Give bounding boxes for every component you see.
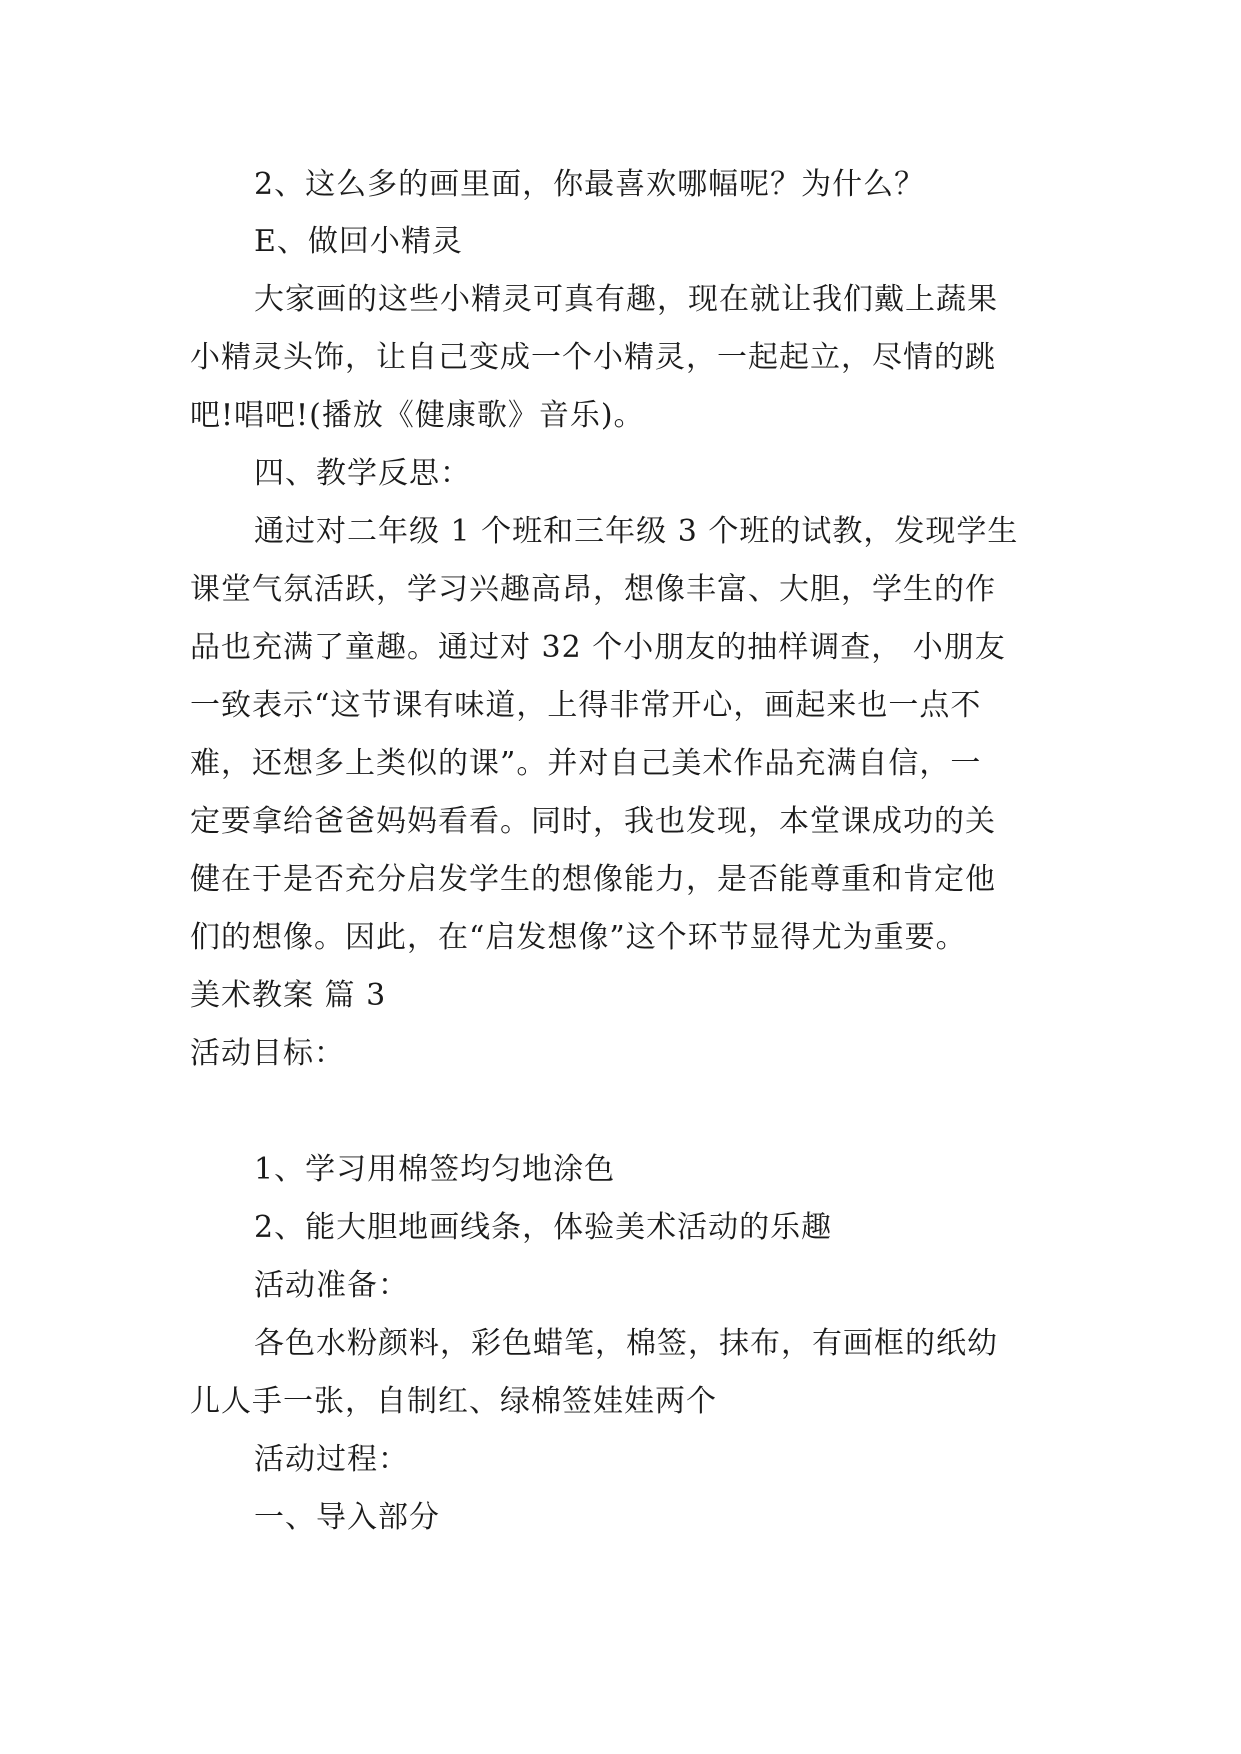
paragraph-line: 们的想像。因此，在“启发想像”这个环节显得尤为重要。 [190, 920, 967, 955]
paragraph-line: 健在于是否充分启发学生的想像能力，是否能尊重和肯定他 [190, 862, 996, 897]
paragraph-line: 小精灵头饰，让自己变成一个小精灵，一起起立，尽情的跳 [190, 340, 996, 375]
paragraph-line: 各色水粉颜料，彩色蜡笔，棉签，抹布，有画框的纸幼 [254, 1326, 998, 1361]
section-heading: 活动准备： [254, 1268, 409, 1303]
paragraph-line: 品也充满了童趣。通过对 32 个小朋友的抽样调查， 小朋友 [190, 630, 1006, 665]
section-heading: 四、教学反思： [254, 456, 471, 491]
list-item: 2、能大胆地画线条，体验美术活动的乐趣 [254, 1210, 833, 1245]
paragraph-line: 一致表示“这节课有味道，上得非常开心，画起来也一点不 [190, 688, 982, 723]
paragraph-line: 大家画的这些小精灵可真有趣，现在就让我们戴上蔬果 [254, 282, 998, 317]
paragraph-line: 定要拿给爸爸妈妈看看。同时，我也发现，本堂课成功的关 [190, 804, 996, 839]
section-heading: 活动目标： [190, 1036, 345, 1071]
text-line: 2、这么多的画里面，你最喜欢哪幅呢？为什么？ [254, 167, 926, 202]
paragraph-line: 课堂气氛活跃，学习兴趣高昂，想像丰富、大胆，学生的作 [190, 572, 996, 607]
section-heading: 一、导入部分 [254, 1500, 440, 1535]
paragraph-line: 吧!唱吧!(播放《健康歌》音乐)。 [190, 398, 645, 433]
paragraph-line: 难，还想多上类似的课”。并对自己美术作品充满自信，一 [190, 746, 982, 781]
paragraph-line: 儿人手一张，自制红、绿棉签娃娃两个 [190, 1384, 717, 1419]
paragraph-line: 通过对二年级 1 个班和三年级 3 个班的试教，发现学生 [254, 514, 1019, 549]
list-item: 1、学习用棉签均匀地涂色 [254, 1152, 616, 1187]
text-line: E、做回小精灵 [254, 224, 463, 259]
section-heading: 活动过程： [254, 1442, 409, 1477]
section-title: 美术教案 篇 3 [190, 978, 387, 1013]
